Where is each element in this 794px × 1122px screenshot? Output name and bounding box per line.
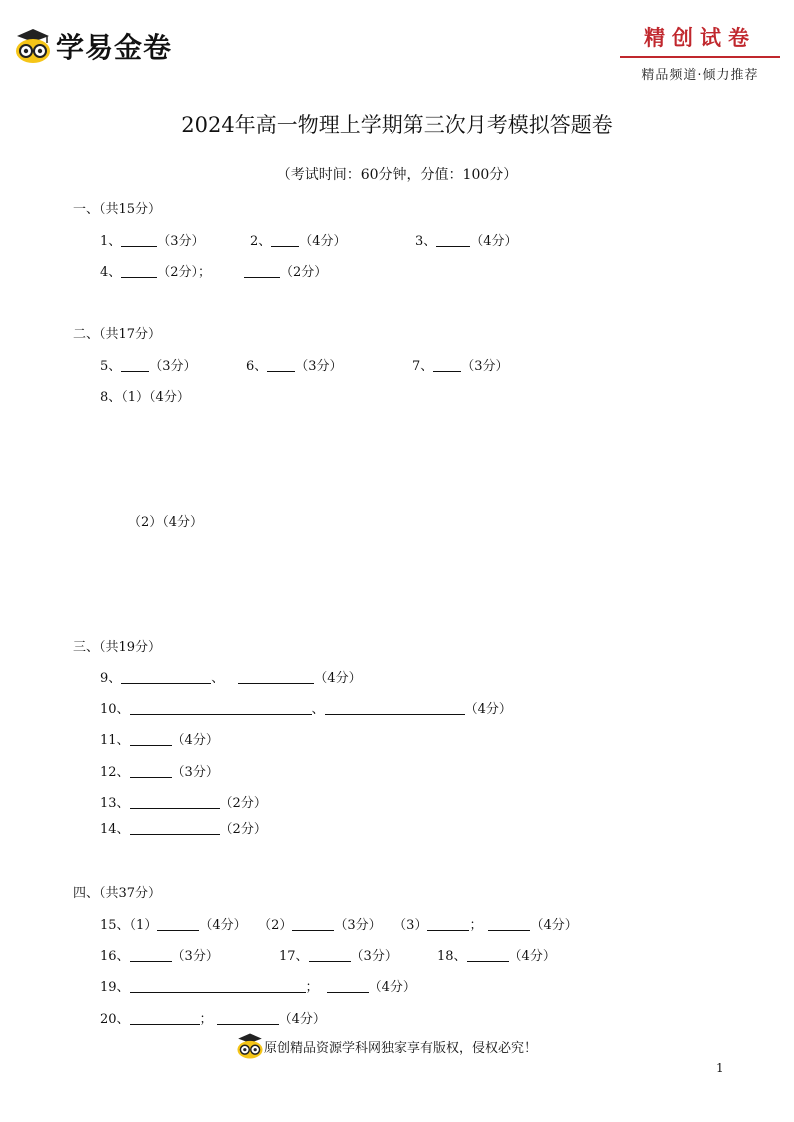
- logo: [14, 26, 172, 66]
- q17-points: （3分）: [350, 949, 398, 964]
- q19-points: （4分）: [368, 980, 416, 995]
- owl-mascot-icon: [236, 1032, 264, 1060]
- q14-answer-blank[interactable]: [130, 821, 220, 835]
- q3: [415, 230, 518, 249]
- q10-answer-blank-1[interactable]: [130, 701, 312, 715]
- q6-answer-blank[interactable]: [267, 358, 295, 372]
- q6: [246, 355, 343, 374]
- q15: [100, 914, 578, 933]
- q13-points: （2分）: [219, 796, 267, 811]
- q9: [100, 667, 362, 686]
- brand-divider: [620, 56, 780, 58]
- q5-answer-blank[interactable]: [121, 358, 149, 372]
- q4-answer-blank-1[interactable]: [121, 264, 157, 278]
- q10-points: （4分）: [464, 702, 512, 717]
- q4-points-2: （2分）: [280, 265, 328, 280]
- q15-separator: ；: [469, 918, 483, 933]
- q17-answer-blank[interactable]: [309, 948, 351, 962]
- q8-part1-label: （1）（4分）: [121, 390, 190, 405]
- section-heading-2: 二、（共17分）: [73, 327, 162, 342]
- q6-number: 6、: [246, 359, 268, 374]
- q1-number: 1、: [100, 234, 122, 249]
- q4: [100, 261, 211, 280]
- q11-answer-blank[interactable]: [130, 732, 172, 746]
- q19-number: 19、: [100, 980, 130, 995]
- q4-answer-blank-2[interactable]: [244, 264, 280, 278]
- q13-number: 13、: [100, 796, 130, 811]
- q2-number: 2、: [250, 234, 272, 249]
- q14-number: 14、: [100, 822, 130, 837]
- q8-part1: [100, 386, 190, 405]
- q2: [250, 230, 347, 249]
- q3-points: （4分）: [470, 234, 518, 249]
- q12: [100, 761, 219, 780]
- section-heading-1: 一、（共15分）: [73, 202, 162, 217]
- q11-number: 11、: [100, 733, 130, 748]
- q15-answer-blank-4[interactable]: [488, 917, 530, 931]
- q20-answer-blank-1[interactable]: [130, 1011, 200, 1025]
- q7-number: 7、: [412, 359, 434, 374]
- q5: [100, 355, 197, 374]
- logo-text: 学易金卷: [56, 31, 173, 64]
- section-heading-4: 四、（共37分）: [73, 886, 162, 901]
- q13-answer-blank[interactable]: [130, 795, 220, 809]
- q16: [100, 945, 219, 964]
- q15-part2-label: （2）: [264, 918, 293, 933]
- q9-points: （4分）: [314, 671, 362, 686]
- footer: [236, 1032, 537, 1060]
- q11: [100, 729, 219, 748]
- q3-number: 3、: [415, 234, 437, 249]
- q18: [437, 945, 556, 964]
- q7: [412, 355, 509, 374]
- q6-points: （3分）: [295, 359, 343, 374]
- q20: [100, 1008, 326, 1027]
- q12-answer-blank[interactable]: [130, 764, 172, 778]
- q20-separator: ；: [199, 1012, 213, 1027]
- q9-answer-blank-2[interactable]: [238, 670, 314, 684]
- q15-answer-blank-1[interactable]: [157, 917, 199, 931]
- q15-points-2: （3分）: [334, 918, 382, 933]
- q12-number: 12、: [100, 765, 130, 780]
- brand-subtitle: 精品频道·倾力推荐: [641, 68, 759, 83]
- q9-answer-blank-1[interactable]: [121, 670, 211, 684]
- q13: [100, 792, 267, 811]
- q14: [100, 818, 267, 837]
- q18-number: 18、: [437, 949, 467, 964]
- q15-part3-label: （3）: [399, 918, 428, 933]
- q1-answer-blank[interactable]: [121, 233, 157, 247]
- q10: [100, 698, 512, 717]
- exam-info: （考试时间：60分钟，分值：100分）: [276, 167, 518, 183]
- q16-points: （3分）: [171, 949, 219, 964]
- q1-points: （3分）: [157, 234, 205, 249]
- q8-number: 8、: [100, 390, 122, 405]
- brand-title: 精创试卷: [644, 25, 756, 50]
- q15-answer-blank-3[interactable]: [427, 917, 469, 931]
- owl-mascot-icon: [14, 27, 52, 65]
- page-title: 2024年高一物理上学期第三次月考模拟答题卷: [181, 113, 613, 137]
- q18-answer-blank[interactable]: [467, 948, 509, 962]
- q5-number: 5、: [100, 359, 122, 374]
- q10-answer-blank-2[interactable]: [325, 701, 465, 715]
- brand-block: [620, 22, 780, 83]
- q12-points: （3分）: [171, 765, 219, 780]
- q20-points: （4分）: [278, 1012, 326, 1027]
- q15-answer-blank-2[interactable]: [292, 917, 334, 931]
- page-number: 1: [716, 1061, 724, 1075]
- section-heading-3: 三、（共19分）: [73, 640, 162, 655]
- q19-answer-blank-1[interactable]: [130, 979, 306, 993]
- q20-answer-blank-2[interactable]: [217, 1011, 279, 1025]
- q16-answer-blank[interactable]: [130, 948, 172, 962]
- q18-points: （4分）: [508, 949, 556, 964]
- q10-separator: 、: [311, 702, 325, 717]
- q15-points-1: （4分）: [199, 918, 247, 933]
- q2-answer-blank[interactable]: [271, 233, 299, 247]
- q19-separator: ；: [305, 980, 319, 995]
- q2-points: （4分）: [299, 234, 347, 249]
- q4-number: 4、: [100, 265, 122, 280]
- q3-answer-blank[interactable]: [436, 233, 470, 247]
- q4-part-b: [244, 261, 327, 280]
- q7-answer-blank[interactable]: [433, 358, 461, 372]
- q19: [100, 976, 416, 995]
- q8-part2: （2）（4分）: [128, 515, 204, 530]
- q14-points: （2分）: [219, 822, 267, 837]
- q9-number: 9、: [100, 671, 122, 686]
- q4-points-1: （2分）；: [157, 265, 212, 280]
- q7-points: （3分）: [461, 359, 509, 374]
- copyright-notice: 原创精品资源学科网独家享有版权，侵权必究！: [264, 1040, 538, 1056]
- q1: [100, 230, 205, 249]
- q9-separator: 、: [211, 671, 225, 686]
- q15-number: 15、（1）: [100, 918, 158, 933]
- q17: [279, 945, 398, 964]
- q20-number: 20、: [100, 1012, 130, 1027]
- q17-number: 17、: [279, 949, 309, 964]
- q19-answer-blank-2[interactable]: [327, 979, 369, 993]
- q5-points: （3分）: [149, 359, 197, 374]
- q11-points: （4分）: [171, 733, 219, 748]
- q10-number: 10、: [100, 702, 130, 717]
- q15-points-3: （4分）: [530, 918, 578, 933]
- q16-number: 16、: [100, 949, 130, 964]
